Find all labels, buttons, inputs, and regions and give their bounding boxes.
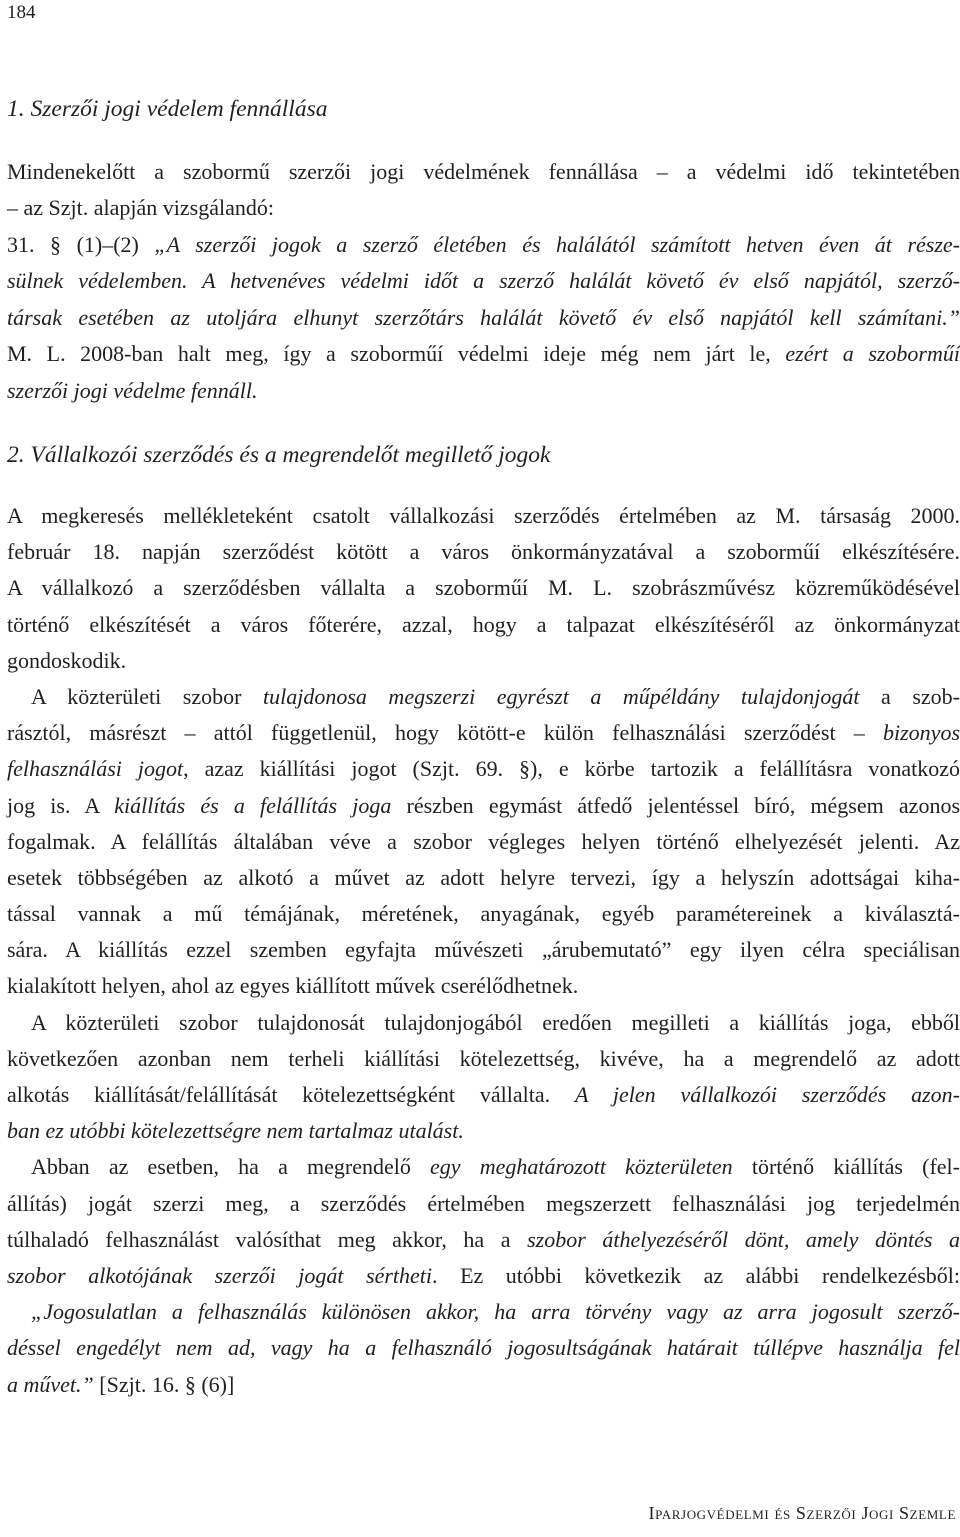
paragraph-line: felhasználási jogot, azaz kiállítási jogot (Szjt. 69. §), e körbe tartozik a felállításra vonatkozó — [7, 756, 960, 782]
section-heading-1: 1. Szerzői jogi védelem fennállása — [7, 96, 328, 122]
paragraph-line: Mindenekelőtt a szobormű szerzői jogi védelmének fennállása – a védelmi idő tekintetében — [7, 159, 960, 184]
paragraph-line: következően azonban nem terheli kiállítási kötelezettség, kivéve, ha a megrendelő az adott — [7, 1045, 960, 1071]
page-number: 184 — [7, 2, 36, 23]
quote-line: 31. § (1)–(2) „A szerzői jogok a szerző életében és halálától számított hetven éven át része- — [7, 231, 960, 257]
quote-line: sülnek védelemben. A hetvenéves védelmi időt a szerző halálát követő év első napjától, szerző- — [7, 268, 960, 294]
paragraph-line: rásztól, másrészt – attól függetlenül, hogy kötött-e külön felhasználási szerződést – bizonyos — [7, 720, 960, 746]
paragraph-line: M. L. 2008-ban halt meg, így a szoborműí védelmi ideje még nem járt le, ezért a szoborműí — [7, 341, 960, 367]
paragraph-line: gondoskodik. — [7, 647, 127, 673]
section-1-body — [7, 154, 960, 409]
paragraph-line: történő elkészítését a város főterére, azzal, hogy a talpazat elkészítéséről az önkormányzat — [7, 611, 960, 637]
paragraph-line: A közterületi szobor tulajdonosát tulajdonjogából eredően megilleti a kiállítás joga, ebből — [31, 1009, 960, 1035]
paragraph-line: Abban az esetben, ha a megrendelő egy meghatározott közterületen történő kiállítás (fel- — [31, 1154, 960, 1180]
paragraph-line: esetek többségében az alkotó a művet az adott helyre tervezi, így a helyszín adottságai kiha- — [7, 864, 960, 890]
paragraph-line: A közterületi szobor tulajdonosa megszerzi egyrészt a műpéldány tulajdonjogát a szob- — [31, 683, 960, 709]
quote-line: a művet.” [Szjt. 16. § (6)] — [7, 1371, 235, 1397]
paragraph-line: jog is. A kiállítás és a felállítás joga részben egymást átfedő jelentéssel bíró, mégsem azonos — [7, 792, 960, 818]
paragraph-line: állítás) jogát szerzi meg, a szerződés értelmében megszerzett felhasználási jog terjedelmén — [7, 1190, 960, 1216]
paragraph-line: szerzői jogi védelme fennáll. — [7, 377, 258, 403]
paragraph-line: sára. A kiállítás ezzel szemben egyfajta művészeti „árubemutató” egy ilyen célra speciálisan — [7, 937, 960, 963]
quote-line: „Jogosulatlan a felhasználás különösen akkor, ha arra törvény vagy az arra jogosult szerző- — [31, 1299, 960, 1325]
paragraph-line: A megkeresés mellékleteként csatolt vállalkozási szerződés értelmében az M. társaság 2000. — [7, 503, 960, 528]
paragraph-line: február 18. napján szerződést kötött a város önkormányzatával a szoborműí elkészítésére. — [7, 539, 960, 565]
section-2-body — [7, 498, 960, 1403]
paragraph-line: ban ez utóbbi kötelezettségre nem tartalmaz utalást. — [7, 1118, 464, 1144]
paragraph-line: túlhaladó felhasználást valósíthat meg akkor, ha a szobor áthelyezéséről dönt, amely döntés a — [7, 1226, 960, 1252]
paragraph-line: alkotás kiállítását/felállítását kötelezettségként vállalta. A jelen vállalkozói szerződés azon- — [7, 1082, 960, 1107]
paragraph-line: – az Szjt. alapján vizsgálandó: — [7, 195, 274, 221]
paragraph-line: A vállalkozó a szerződésben vállalta a szoborműí M. L. szobrászművész közreműködésével — [7, 575, 960, 601]
section-heading-2: 2. Vállalkozói szerződés és a megrendelőt megillető jogok — [7, 442, 551, 468]
quote-line: déssel engedélyt nem ad, vagy ha a felhasználó jogosultságának határait túllépve használja fel — [7, 1335, 960, 1361]
journal-footer: Iparjogvédelmi és Szerzői Jogi Szemle — [648, 1503, 956, 1523]
quote-line: társak esetében az utoljára elhunyt szerzőtárs halálát követő év első napjától kell számítani.” — [7, 304, 960, 330]
paragraph-line: szobor alkotójának szerzői jogát sértheti. Ez utóbbi következik az alábbi rendelkezésből: — [7, 1262, 960, 1288]
paragraph-line: tással vannak a mű témájának, méretének, anyagának, egyéb paramétereinek a kiválasztá- — [7, 901, 960, 927]
paragraph-line: kialakított helyen, ahol az egyes kiállított művek cserélődhetnek. — [7, 973, 579, 999]
paragraph-line: fogalmak. A felállítás általában véve a szobor végleges helyen történő elhelyezését jelenti. Az — [7, 828, 960, 854]
